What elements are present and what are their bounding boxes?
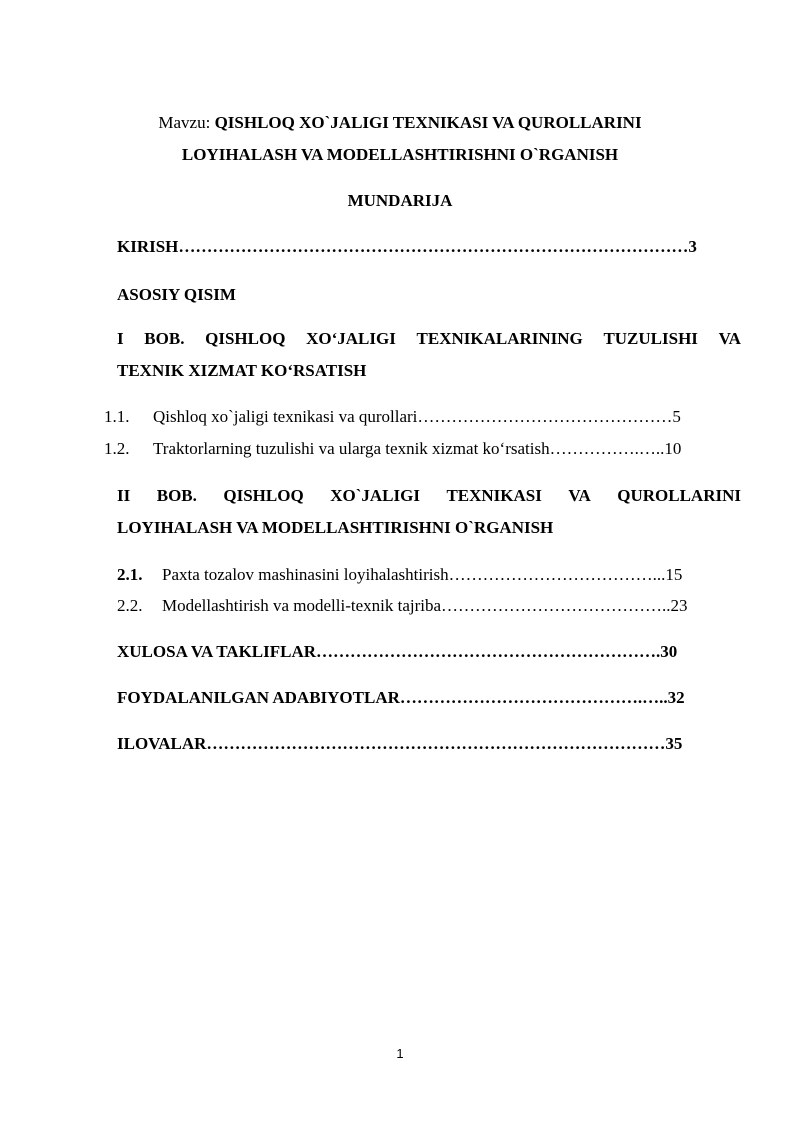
chapter-1-word: QISHLOQ [205,329,286,348]
toc-item-1-2: Traktorlarning tuzulishi va ularga texnik xizmat ko‘rsatish…………….…..10 [153,439,682,458]
chapter-1-word: XO‘JALIGI [306,329,396,348]
toc-entry-kirish: KIRISH………………………………………………………………………………3 [117,237,697,256]
subject-title-part-1: QISHLOQ XO`JALIGI TEXNIKASI VA QUROLLARINI [214,113,642,132]
page-number: 1 [396,1046,404,1061]
chapter-1-word: I [117,329,124,348]
chapter-1-word: TEXNIKALARINING [416,329,583,348]
subject-title-part-2: LOYIHALASH VA MODELLASHTIRISHNI O`RGANISH [181,145,619,164]
chapter-1-word: VA [718,329,741,348]
toc-item-1-1-number: 1.1. [104,407,130,426]
chapter-1-word: BOB. [144,329,185,348]
toc-chapter-1-line-2: TEXNIK XIZMAT KO‘RSATISH [117,361,367,380]
toc-entry-ilovalar: ILOVALAR………………………………………………………………………35 [117,734,683,753]
toc-entry-xulosa: XULOSA VA TAKLIFLAR…………………………………………………….30 [117,642,678,661]
subject-prefix: Mavzu: [158,113,215,132]
toc-entry-foydalanilgan-adabiyotlar: FOYDALANILGAN ADABIYOTLAR…………………………………….…..32 [117,688,685,707]
chapter-2-word: BOB. [156,486,197,505]
chapter-2-word: TEXNIKASI [446,486,542,505]
toc-item-2-1-number: 2.1. [117,565,143,584]
chapter-2-word: VA [568,486,591,505]
chapter-2-word: II [117,486,131,505]
toc-chapter-1-line-1 [117,328,741,350]
toc-heading: MUNDARIJA [347,191,453,210]
chapter-1-word: TUZULISHI [603,329,698,348]
toc-item-2-2-number: 2.2. [117,596,143,615]
toc-item-1-1: Qishloq xo`jaligi texnikasi va qurollari………………………………………5 [153,407,681,426]
toc-chapter-2-line-2: LOYIHALASH VA MODELLASHTIRISHNI O`RGANISH [117,518,554,537]
toc-item-1-2-number: 1.2. [104,439,130,458]
chapter-2-word: XO`JALIGI [330,486,420,505]
chapter-2-word: QISHLOQ [223,486,304,505]
subject-line-1 [0,112,800,134]
toc-item-2-2: Modellashtirish va modelli-texnik tajriba…………………………………..23 [162,596,688,615]
toc-chapter-2-line-1 [117,485,741,507]
chapter-2-word: QUROLLARINI [617,486,741,505]
toc-item-2-1: Paxta tozalov mashinasini loyihalashtirish………………………………...15 [162,565,683,584]
toc-entry-asosiy-qisim: ASOSIY QISIM [117,285,236,304]
